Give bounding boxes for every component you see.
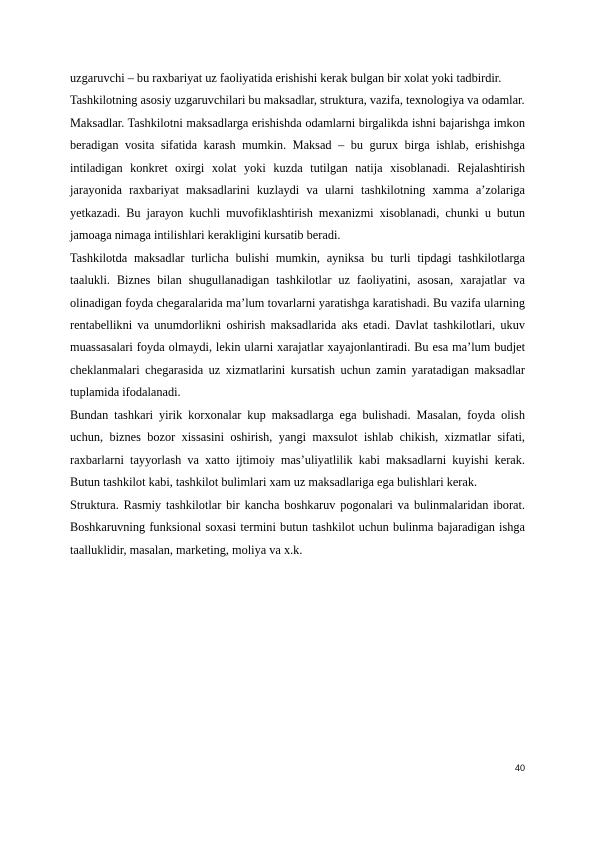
document-body — [70, 67, 525, 561]
page-number: 40 — [514, 763, 525, 773]
paragraph: Struktura. Rasmiy tashkilotlar bir kancha boshkaruv pogonalari va bulinmalaridan iborat. Boshkaruvning funksional soxasi termini butun tashkilot uchun bulinma bajaradigan ishga taalluklidir, masalan, marketing, moliya va x.k. — [70, 497, 525, 557]
paragraph: Maksadlar. Tashkilotni maksadlarga erishishda odamlarni birgalikda ishni bajarishga imkon beradigan vosita sifatida karash mumkin. Maksad – bu gurux birga ishlab, erishishga intiladigan konkret oxirgi xolat yoki kuzda tutilgan natija xisoblanadi. Rejalashtirish jarayonida raxbariyat maksadlarini kuzlaydi va ularni tashkilotning xamma a’zolariga yetkazadi. Bu jarayon kuchli muvofiklashtirish mexanizmi xisoblanadi, chunki u butun jamoaga nimaga intilishlari kerakligini kursatib beradi. — [70, 115, 525, 243]
paragraph: Tashkilotda maksadlar turlicha bulishi mumkin, ayniksa bu turli tipdagi tashkilotlarga taalukli. Biznes bilan shugullanadigan tashkilotlar uz faoliyatini, asosan, xarajatlar va olinadigan foyda chegaralarida ma’lum tovarlarni yaratishga karatishadi. Bu vazifa ularning rentabellikni va unumdorlikni oshirish maksadlarida aks etadi. Davlat tashkilotlari, ukuv muassasalari foyda olmaydi, lekin ularni xarajatlar xayajonlantiradi. Bu esa ma’lum budjet cheklanmalari chegarasida uz xizmatlarini kursatish uchun zamin yaratadigan maksadlar tuplamida ifodalanadi. — [70, 250, 525, 400]
paragraph: uzgaruvchi – bu raxbariyat uz faoliyatida erishishi kerak bulgan bir xolat yoki tadbirdir. — [70, 71, 502, 85]
paragraph: Tashkilotning asosiy uzgaruvchilari bu maksadlar, struktura, vazifa, texnologiya va odamlar. — [70, 93, 525, 108]
paragraph: Bundan tashkari yirik korxonalar kup maksadlarga ega bulishadi. Masalan, foyda olish uchun, biznes bozor xissasini oshirish, yangi maxsulot ishlab chikish, xizmatlar sifati, raxbarlarni tayyorlash va xatto ijtimoiy mas’uliyatlilik kabi maksadlarni kuyishi kerak. Butun tashkilot kabi, tashkilot bulimlari xam uz maksadlariga ega bulishlari kerak. — [70, 407, 525, 490]
